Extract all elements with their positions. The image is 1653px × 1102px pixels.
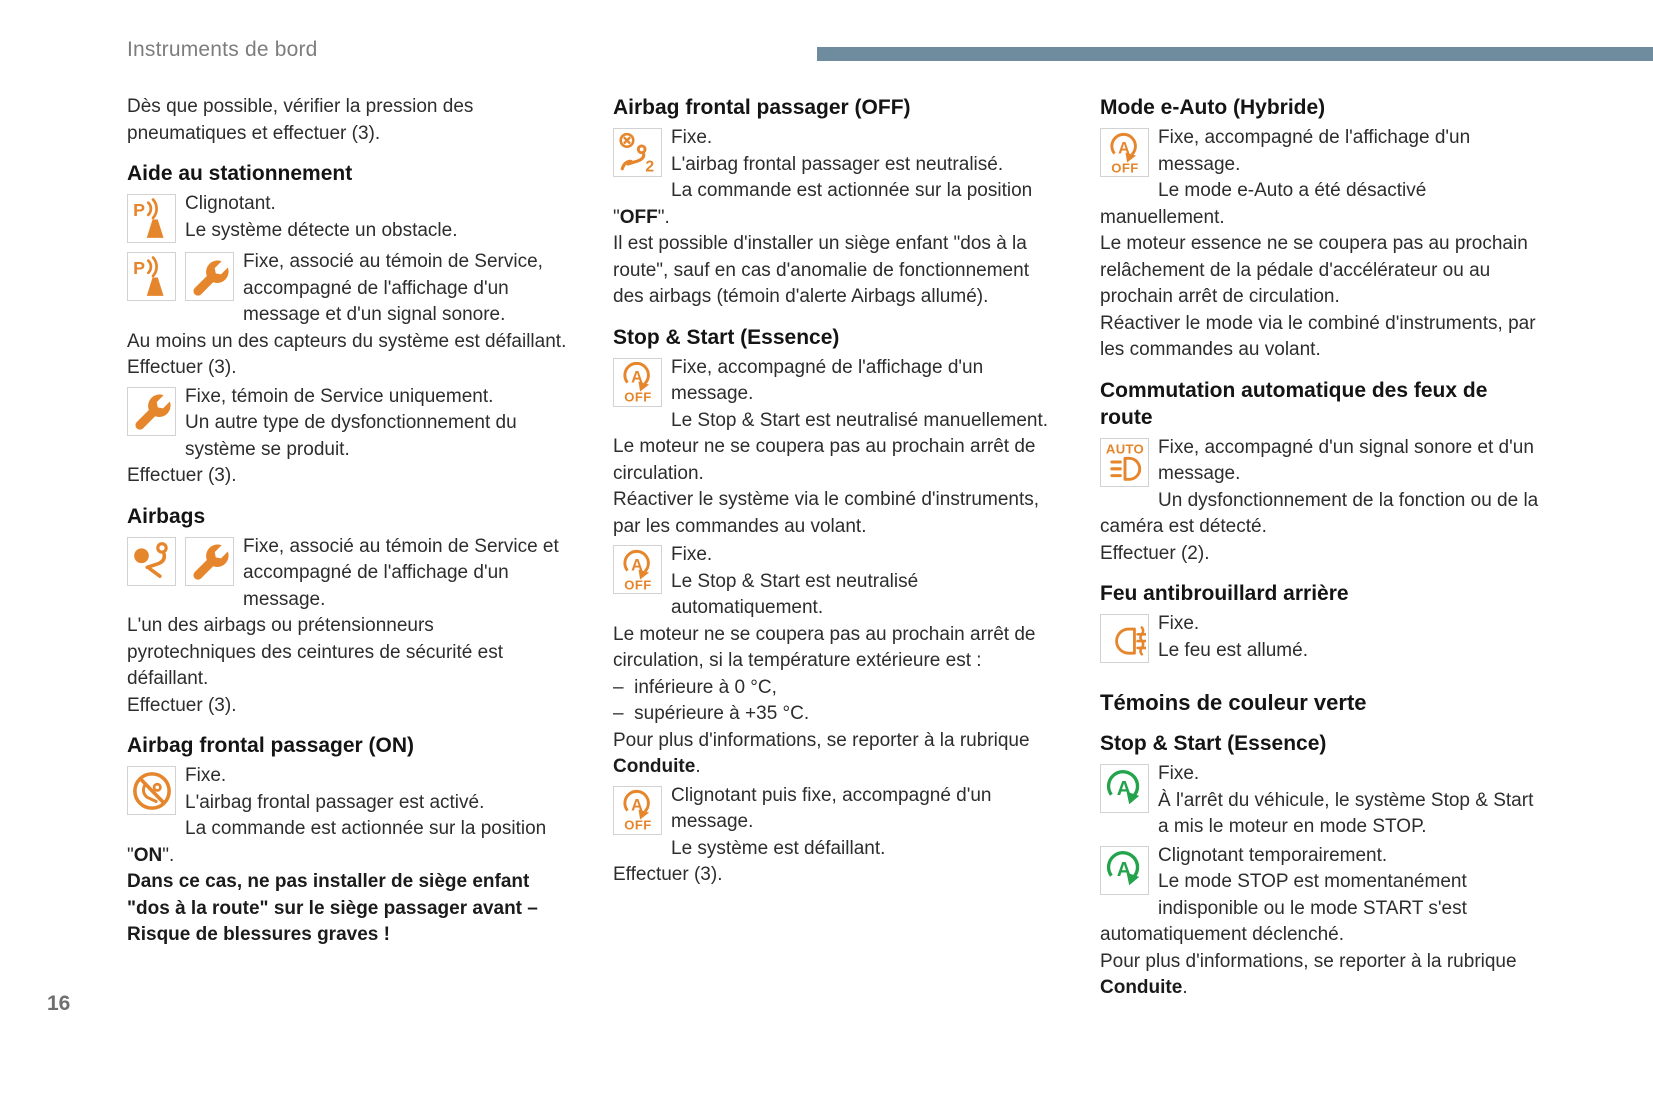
- indicator-heading: Commutation automatique des feux de route: [1100, 378, 1488, 429]
- text-segment: Conduite: [1100, 977, 1183, 998]
- passenger-airbag-off-icon: [617, 132, 659, 174]
- body-line: Fixe, témoin de Service uniquement.: [185, 385, 494, 407]
- indicator-icon-box: [127, 387, 176, 436]
- indicator-icon-box: [185, 252, 234, 301]
- column-3: [1100, 94, 1540, 1004]
- indicator-entry: [127, 191, 567, 247]
- indicator-heading: Airbag frontal passager (OFF): [613, 96, 911, 119]
- body-line: Fixe.: [671, 544, 713, 565]
- stop-start-off-icon: [617, 789, 659, 831]
- text-segment: Pour plus d'informations, se reporter à la rubrique: [1100, 950, 1517, 972]
- indicator-heading: Mode e-Auto (Hybride): [1100, 96, 1326, 119]
- service-wrench-icon: [189, 256, 231, 298]
- indicator-entry: [1100, 125, 1540, 364]
- body-line: Dans ce cas, ne pas installer de siège enfant "dos à la route" sur le siège passager avant – Risque de blessures graves !: [127, 871, 538, 945]
- paragraph: [127, 94, 567, 147]
- body-line: Effectuer (3).: [127, 694, 237, 716]
- icon-label: AUTO: [1105, 441, 1144, 457]
- indicator-icon-box: [1100, 846, 1149, 895]
- icon-letter: A: [630, 368, 643, 387]
- auto-main-beam-icon: [1104, 441, 1146, 483]
- indicator-icon-box: [185, 537, 234, 586]
- icon-letter: A: [1116, 777, 1131, 800]
- indicator-heading: Airbags: [127, 504, 206, 528]
- parking-sensor-icon: [131, 198, 173, 240]
- stop-start-off-icon: [617, 549, 659, 591]
- icon-letter: A: [1117, 139, 1130, 158]
- body-line: Fixe.: [185, 765, 227, 786]
- passenger-airbag-on-icon: [131, 770, 173, 812]
- body-line: L'airbag frontal passager est activé.: [185, 791, 485, 813]
- stop-start-off-icon: [617, 361, 659, 403]
- section-heading: Témoins de couleur verte: [1100, 690, 1367, 715]
- service-wrench-icon: [189, 540, 231, 582]
- icon-label: OFF: [623, 576, 652, 591]
- body-line: Le moteur ne se coupera pas au prochain arrêt de circulation, si la température extérieure est :: [613, 623, 1036, 671]
- indicator-entry: [613, 125, 1053, 311]
- page-number: 16: [47, 992, 71, 1015]
- column-1: [127, 94, 567, 951]
- body-line: Clignotant.: [185, 193, 276, 214]
- text-segment: OFF: [619, 206, 658, 228]
- body-line: Le Stop & Start est neutralisé automatiquement.: [671, 570, 919, 618]
- body-line: Le moteur ne se coupera pas au prochain arrêt de circulation.: [613, 436, 1036, 484]
- body-line: Fixe, accompagné de l'affichage d'un message.: [671, 356, 984, 404]
- body-line: Fixe.: [1158, 613, 1200, 634]
- indicator-entry: [1100, 435, 1540, 568]
- indicator-icon-box: [127, 766, 176, 815]
- body-line: Réactiver le système via le combiné d'instruments, par les commandes au volant.: [613, 489, 1040, 537]
- indicator-entry: [613, 355, 1053, 541]
- icon-letter: A: [630, 796, 643, 815]
- text-segment: ON: [133, 844, 163, 866]
- indicator-heading: Feu antibrouillard arrière: [1100, 582, 1349, 605]
- body-line: L'airbag frontal passager est neutralisé.: [671, 153, 1004, 175]
- body-line: Le feu est allumé.: [1158, 639, 1308, 661]
- text-segment: Conduite: [613, 756, 696, 777]
- body-line: Fixe.: [671, 127, 713, 148]
- body-line: Effectuer (3).: [613, 864, 723, 885]
- icon-letter: P: [132, 199, 145, 220]
- body-line: Fixe, associé au témoin de Service, accompagné de l'affichage d'un message et d'un signal sonore.: [243, 251, 543, 325]
- body-line: [613, 178, 1053, 231]
- body-line: [127, 816, 567, 869]
- stop-start-off-icon: [1104, 132, 1146, 174]
- body-line: Effectuer (3).: [127, 465, 237, 486]
- body-line: [1100, 949, 1540, 1002]
- body-line: Un dysfonctionnement de la fonction ou de la caméra est détecté.: [1100, 489, 1539, 537]
- running-header: Instruments de bord: [127, 38, 318, 61]
- icon-letter: A: [630, 556, 643, 575]
- body-line: Fixe, associé au témoin de Service et accompagné de l'affichage d'un message.: [243, 535, 559, 610]
- indicator-entry: [613, 542, 1053, 781]
- indicator-entry: [613, 783, 1053, 889]
- body-line: Dès que possible, vérifier la pression des pneumatiques et effectuer (3).: [127, 96, 474, 144]
- indicator-entry: [127, 249, 567, 382]
- body-line: – inférieure à 0 °C,: [613, 676, 777, 698]
- indicator-heading: Stop & Start (Essence): [613, 325, 840, 349]
- body-line: Au moins un des capteurs du système est défaillant.: [127, 330, 567, 352]
- column-2: [613, 94, 1053, 891]
- icon-label: OFF: [623, 817, 652, 831]
- indicator-icon-box: [127, 252, 176, 301]
- stop-start-active-icon: [1104, 849, 1146, 891]
- text-segment: ".: [657, 206, 670, 228]
- stop-start-active-icon: [1104, 768, 1146, 810]
- body-line: À l'arrêt du véhicule, le système Stop & Start a mis le moteur en mode STOP.: [1158, 789, 1534, 837]
- indicator-heading: Stop & Start (Essence): [1100, 732, 1327, 755]
- text-segment: .: [1182, 977, 1188, 998]
- icon-label: OFF: [1110, 159, 1139, 174]
- indicator-entry: [127, 384, 567, 490]
- indicator-icon-box: [127, 194, 176, 243]
- body-line: Le mode e-Auto a été désactivé manuellement.: [1100, 180, 1427, 228]
- icon-letter: P: [132, 257, 145, 278]
- indicator-heading: Aide au stationnement: [127, 162, 353, 185]
- text-segment: Pour plus d'informations, se reporter à la rubrique: [613, 729, 1030, 751]
- text-segment: La commande est actionnée sur la position ": [613, 180, 1033, 228]
- indicator-icon-box: [613, 545, 662, 594]
- header-rule: [817, 47, 1653, 61]
- body-line: [613, 728, 1053, 781]
- body-line: Le mode STOP est momentanément indisponible ou le mode START s'est automatiquement déclenché.: [1100, 871, 1467, 945]
- body-line: Fixe, accompagné de l'affichage d'un message.: [1158, 127, 1471, 175]
- body-line: Le Stop & Start est neutralisé manuellement.: [671, 409, 1049, 431]
- indicator-entry: [1100, 843, 1540, 1002]
- indicator-icon-box: [613, 128, 662, 177]
- body-line: Fixe, accompagné d'un signal sonore et d'un message.: [1158, 436, 1534, 484]
- body-line: – supérieure à +35 °C.: [613, 703, 810, 724]
- indicator-entry: [1100, 761, 1540, 841]
- text-segment: La commande est actionnée sur la position ": [127, 818, 547, 866]
- body-line: Le système est défaillant.: [671, 837, 886, 859]
- body-line: Effectuer (3).: [127, 357, 237, 378]
- indicator-entry: [127, 763, 567, 949]
- indicator-icon-box: [127, 537, 176, 586]
- body-line: Un autre type de dysfonctionnement du système se produit.: [185, 412, 517, 460]
- indicator-icon-box: [613, 786, 662, 835]
- icon-number: 2: [644, 157, 654, 174]
- text-segment: ".: [162, 844, 175, 866]
- body-line: Fixe.: [1158, 763, 1200, 784]
- icon-letter: A: [1116, 858, 1131, 881]
- indicator-icon-box: [613, 358, 662, 407]
- indicator-entry: [127, 534, 567, 720]
- service-wrench-icon: [131, 390, 173, 432]
- body-line: L'un des airbags ou prétensionneurs pyrotechniques des ceintures de sécurité est défaillant.: [127, 615, 503, 689]
- body-line: Réactiver le mode via le combiné d'instruments, par les commandes au volant.: [1100, 312, 1536, 360]
- indicator-entry: [1100, 611, 1540, 667]
- body-line: Le moteur essence ne se coupera pas au prochain relâchement de la pédale d'accélérateur ou au prochain arrêt de circulation.: [1100, 233, 1528, 307]
- body-line: Clignotant temporairement.: [1158, 844, 1388, 866]
- rear-fog-light-icon: [1104, 618, 1146, 660]
- airbag-warning-icon: [131, 540, 173, 582]
- body-line: Il est possible d'installer un siège enfant "dos à la route", sauf en cas d'anomalie de fonctionnement des airbags (témoin d'alerte Airbags allumé).: [613, 233, 1029, 307]
- indicator-icon-box: [1100, 128, 1149, 177]
- indicator-heading: Airbag frontal passager (ON): [127, 734, 415, 757]
- indicator-icon-box: [1100, 614, 1149, 663]
- icon-label: OFF: [623, 389, 652, 403]
- indicator-icon-box: [1100, 438, 1149, 487]
- body-line: Effectuer (2).: [1100, 542, 1210, 564]
- body-line: Clignotant puis fixe, accompagné d'un message.: [671, 784, 992, 832]
- body-line: Le système détecte un obstacle.: [185, 219, 458, 241]
- indicator-icon-box: [1100, 764, 1149, 813]
- parking-sensor-icon: [131, 256, 173, 298]
- text-segment: .: [695, 756, 701, 777]
